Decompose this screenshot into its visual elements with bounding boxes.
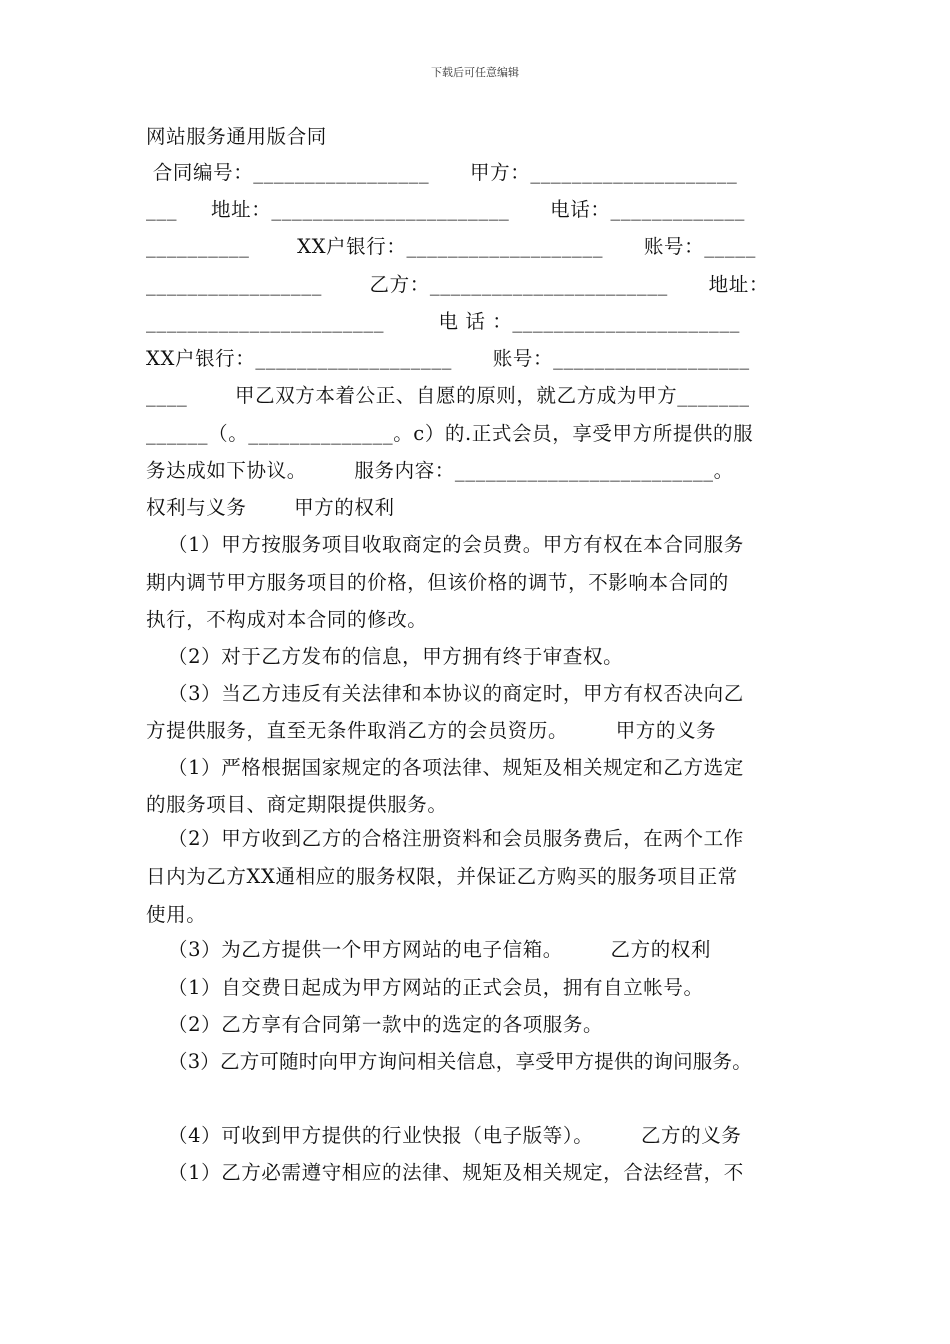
text-line: 的服务项目、商定期限提供服务。 [146, 793, 448, 816]
text-line: 使用。 [146, 903, 207, 926]
text-line: （2）乙方享有合同第一款中的选定的各项服务。 [168, 1013, 604, 1036]
text-line: 合同编号：_________________ 甲方：____________________ [146, 161, 738, 184]
text-line: （1）严格根据国家规定的各项法律、规矩及相关规定和乙方选定 [168, 756, 744, 779]
text-line: __________ XX户银行：___________________ 账号：_____ [146, 235, 756, 258]
text-line: _______________________ 电 话 ：______________________ [146, 310, 741, 333]
header-note: 下载后可任意编辑 [431, 66, 519, 79]
text-line: ____ 甲乙双方本着公正、自愿的原则，就乙方成为甲方_______ [146, 384, 750, 407]
text-line: （3）乙方可随时向甲方询问相关信息，享受甲方提供的询问服务。 [168, 1050, 752, 1073]
text-line: XX户银行：___________________ 账号：___________________ [146, 347, 750, 370]
text-line: （1）乙方必需遵守相应的法律、规矩及相关规定，合法经营，不 [168, 1161, 744, 1184]
text-line: 执行，不构成对本合同的修改。 [146, 608, 428, 631]
text-line: （1）自交费日起成为甲方网站的正式会员，拥有自立帐号。 [168, 976, 704, 999]
text-line: 务达成如下协议。 服务内容：_________________________。 [146, 459, 734, 482]
section-heading: 权利与义务 甲方的权利 [146, 496, 395, 519]
text-line: 日内为乙方XX通相应的服务权限，并保证乙方购买的服务项目正常 [146, 865, 738, 888]
text-line: ___ 地址：_______________________ 电话：_____________ [146, 198, 746, 221]
text-line: _________________ 乙方：_______________________ 地址： [146, 273, 769, 296]
text-line: （3）当乙方违反有关法律和本协议的商定时，甲方有权否决向乙 [168, 682, 744, 705]
text-line: 方提供服务，直至无条件取消乙方的会员资历。 甲方的义务 [146, 719, 717, 742]
text-line: （1）甲方按服务项目收取商定的会员费。甲方有权在本合同服务 [168, 533, 744, 556]
text-line: （2）对于乙方发布的信息，甲方拥有终于审查权。 [168, 645, 624, 668]
text-line: ______（。______________。c）的.正式会员，享受甲方所提供的服 [146, 422, 754, 445]
text-line: （3）为乙方提供一个甲方网站的电子信箱。 乙方的权利 [168, 938, 711, 961]
text-line: （4）可收到甲方提供的行业快报（电子版等）。 乙方的义务 [168, 1124, 742, 1147]
text-line: 期内调节甲方服务项目的价格，但该价格的调节，不影响本合同的 [146, 571, 729, 594]
text-line: （2）甲方收到乙方的合格注册资料和会员服务费后，在两个工作 [168, 827, 744, 850]
document-title: 网站服务通用版合同 [146, 125, 327, 148]
